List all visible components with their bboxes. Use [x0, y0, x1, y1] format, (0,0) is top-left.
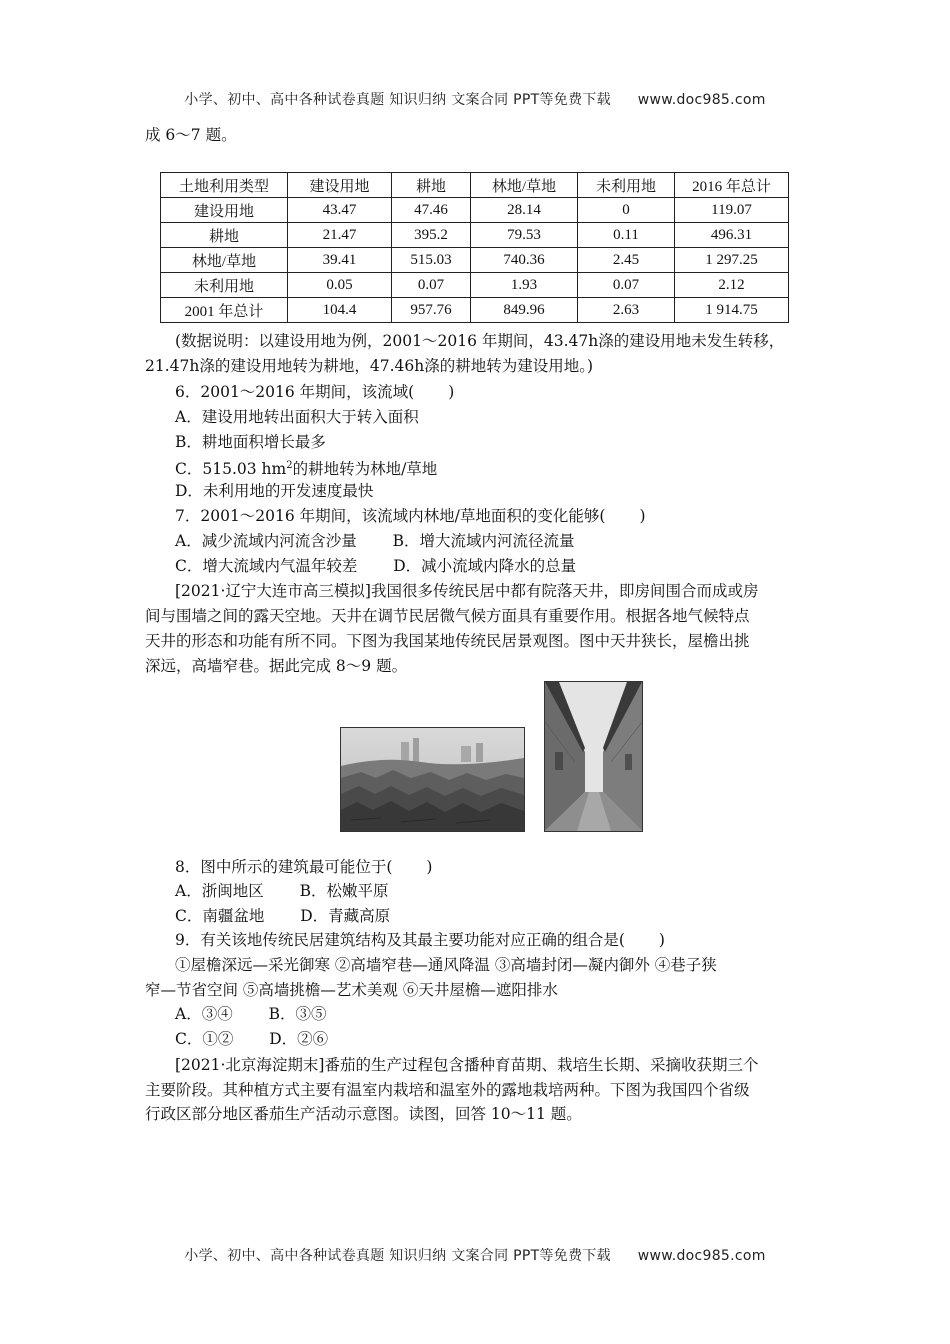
table-cell: 2.45 [578, 248, 675, 273]
header-text: 小学、初中、高中各种试卷真题 知识归纳 文案合同 PPT等免费下载 [184, 92, 611, 108]
table-row [161, 223, 789, 248]
table-header-cell: 2016 年总计 [675, 173, 789, 198]
q8-stem-end: ) [426, 858, 433, 876]
table-cell: 119.07 [675, 198, 789, 223]
table-cell: 1 914.75 [675, 298, 789, 323]
passage3-line3: 行政区部分地区番茄生产活动示意图。读图，回答 10～11 题。 [145, 1105, 582, 1123]
intro-line: 成 6～7 题。 [145, 126, 237, 144]
q7-option-a: A．减少流域内河流含沙量 [175, 532, 357, 550]
alley-photo [544, 681, 643, 832]
q6-option-b: B．耕地面积增长最多 [175, 433, 326, 451]
data-note-line1: (数据说明：以建设用地为例，2001～2016 年期间，43.47h涤的建设用地未发生转移， [175, 332, 785, 350]
table-cell: 740.36 [471, 248, 578, 273]
q7-stem [175, 505, 646, 527]
q9-option-c: C．①② [175, 1030, 234, 1048]
table-header-cell: 土地利用类型 [161, 173, 288, 198]
passage2-line3: 天井的形态和功能有所不同。下图为我国某地传统民居景观图。图中天井狭长，屋檐出挑 [145, 632, 750, 650]
q8-options-row1 [175, 880, 388, 902]
q9-option-b: B．③⑤ [268, 1005, 327, 1023]
q9-options-row2 [175, 1028, 328, 1050]
q7-option-b: B．增大流域内河流径流量 [392, 532, 575, 550]
table-cell: 496.31 [675, 223, 789, 248]
q7-option-d: D．减小流域内降水的总量 [393, 557, 577, 575]
table-cell: 957.76 [392, 298, 471, 323]
q8-options-row2 [175, 905, 390, 927]
rooftops-photo [340, 727, 525, 832]
table-cell: 0.07 [392, 273, 471, 298]
table-row [161, 298, 789, 323]
q8-option-d: D．青藏高原 [300, 907, 391, 925]
q7-options-row1 [175, 530, 574, 552]
q9-stem [175, 929, 665, 951]
table-cell: 2.63 [578, 298, 675, 323]
table-header-cell: 未利用地 [578, 173, 675, 198]
q9-items-line2: 窄—节省空间 ⑤高墙挑檐—艺术美观 ⑥天井屋檐—遮阳排水 [145, 981, 558, 999]
q6-stem-end: ) [448, 383, 455, 401]
q6-option-d: D．未利用地的开发速度最快 [175, 482, 374, 500]
page-footer [0, 1245, 950, 1265]
land-use-table [160, 172, 789, 323]
q7-options-row2 [175, 555, 576, 577]
q9-option-a: A．③④ [175, 1005, 233, 1023]
q7-stem-text: 7．2001～2016 年期间，该流域内林地/草地面积的变化能够( [175, 507, 606, 525]
table-cell: 0.07 [578, 273, 675, 298]
q7-stem-end: ) [639, 507, 646, 525]
table-cell: 21.47 [288, 223, 392, 248]
passage2-line1: [2021·辽宁大连市高三模拟]我国很多传统民居中都有院落天井，即房间围合而成或房 [175, 582, 759, 600]
page-header [0, 89, 950, 109]
table-cell: 104.4 [288, 298, 392, 323]
passage3-line2: 主要阶段。其种植方式主要有温室内栽培和温室外的露地栽培两种。下图为我国四个省级 [145, 1081, 750, 1099]
passage2-line4: 深远，高墙窄巷。据此完成 8～9 题。 [145, 657, 408, 675]
table-row [161, 248, 789, 273]
table-cell: 2001 年总计 [161, 298, 288, 323]
q6-stem-text: 6．2001～2016 年期间，该流域( [175, 383, 415, 401]
table-cell: 1 297.25 [675, 248, 789, 273]
table-header-cell: 耕地 [392, 173, 471, 198]
q6-option-a: A．建设用地转出面积大于转入面积 [175, 408, 419, 426]
table-cell: 849.96 [471, 298, 578, 323]
table-cell: 林地/草地 [161, 248, 288, 273]
table-cell: 47.46 [392, 198, 471, 223]
alley-photo-graphic [545, 682, 642, 831]
q6-stem [175, 381, 454, 403]
q9-stem-end: ) [658, 931, 665, 949]
q8-option-b: B．松嫩平原 [299, 882, 389, 900]
footer-text: 小学、初中、高中各种试卷真题 知识归纳 文案合同 PPT等免费下载 [184, 1248, 611, 1264]
table-cell: 39.41 [288, 248, 392, 273]
q8-stem-text: 8．图中所示的建筑最可能位于( [175, 858, 393, 876]
table-row [161, 198, 789, 223]
header-site-link[interactable]: www.doc985.com [637, 92, 766, 108]
table-cell: 0.11 [578, 223, 675, 248]
q8-option-a: A．浙闽地区 [175, 882, 264, 900]
table-cell: 0.05 [288, 273, 392, 298]
rooftops-photo-graphic [341, 728, 524, 831]
table-cell: 耕地 [161, 223, 288, 248]
q9-items-line1: ①屋檐深远—采光御寒 ②高墙窄巷—通风降温 ③高墙封闭—凝内御外 ④巷子狭 [175, 956, 717, 974]
passage3-line1: [2021·北京海淀期末]番茄的生产过程包含播种育苗期、栽培生长期、采摘收获期三个 [175, 1056, 759, 1074]
footer-site-link[interactable]: www.doc985.com [637, 1248, 766, 1264]
q8-option-c: C．南疆盆地 [175, 907, 265, 925]
q7-option-c: C．增大流域内气温年较差 [175, 557, 358, 575]
table-row [161, 273, 789, 298]
table-cell: 建设用地 [161, 198, 288, 223]
table-cell: 28.14 [471, 198, 578, 223]
q6-option-c [175, 455, 437, 480]
passage2-line2: 间与围墙之间的露天空地。天井在调节民居微气候方面具有重要作用。根据各地气候特点 [145, 607, 750, 625]
table-cell: 2.12 [675, 273, 789, 298]
table-header-cell: 林地/草地 [471, 173, 578, 198]
table-cell: 79.53 [471, 223, 578, 248]
table-cell: 43.47 [288, 198, 392, 223]
table-cell: 515.03 [392, 248, 471, 273]
q6-option-c-pre: C．515.03 hm [175, 460, 287, 479]
table-cell: 未利用地 [161, 273, 288, 298]
q8-stem [175, 856, 432, 878]
table-cell: 395.2 [392, 223, 471, 248]
q6-option-c-post: 的耕地转为林地/草地 [292, 460, 438, 479]
table-cell: 1.93 [471, 273, 578, 298]
q9-option-d: D．②⑥ [269, 1030, 329, 1048]
q6-option-c-sup: 2 [286, 460, 293, 471]
q9-options-row1 [175, 1003, 326, 1025]
table-header-row [161, 173, 789, 198]
q9-stem-text: 9．有关该地传统民居建筑结构及其最主要功能对应正确的组合是( [175, 931, 625, 949]
table-cell: 0 [578, 198, 675, 223]
table-header-cell: 建设用地 [288, 173, 392, 198]
data-note-line2: 21.47h涤的建设用地转为耕地，47.46h涤的耕地转为建设用地。) [145, 357, 594, 375]
